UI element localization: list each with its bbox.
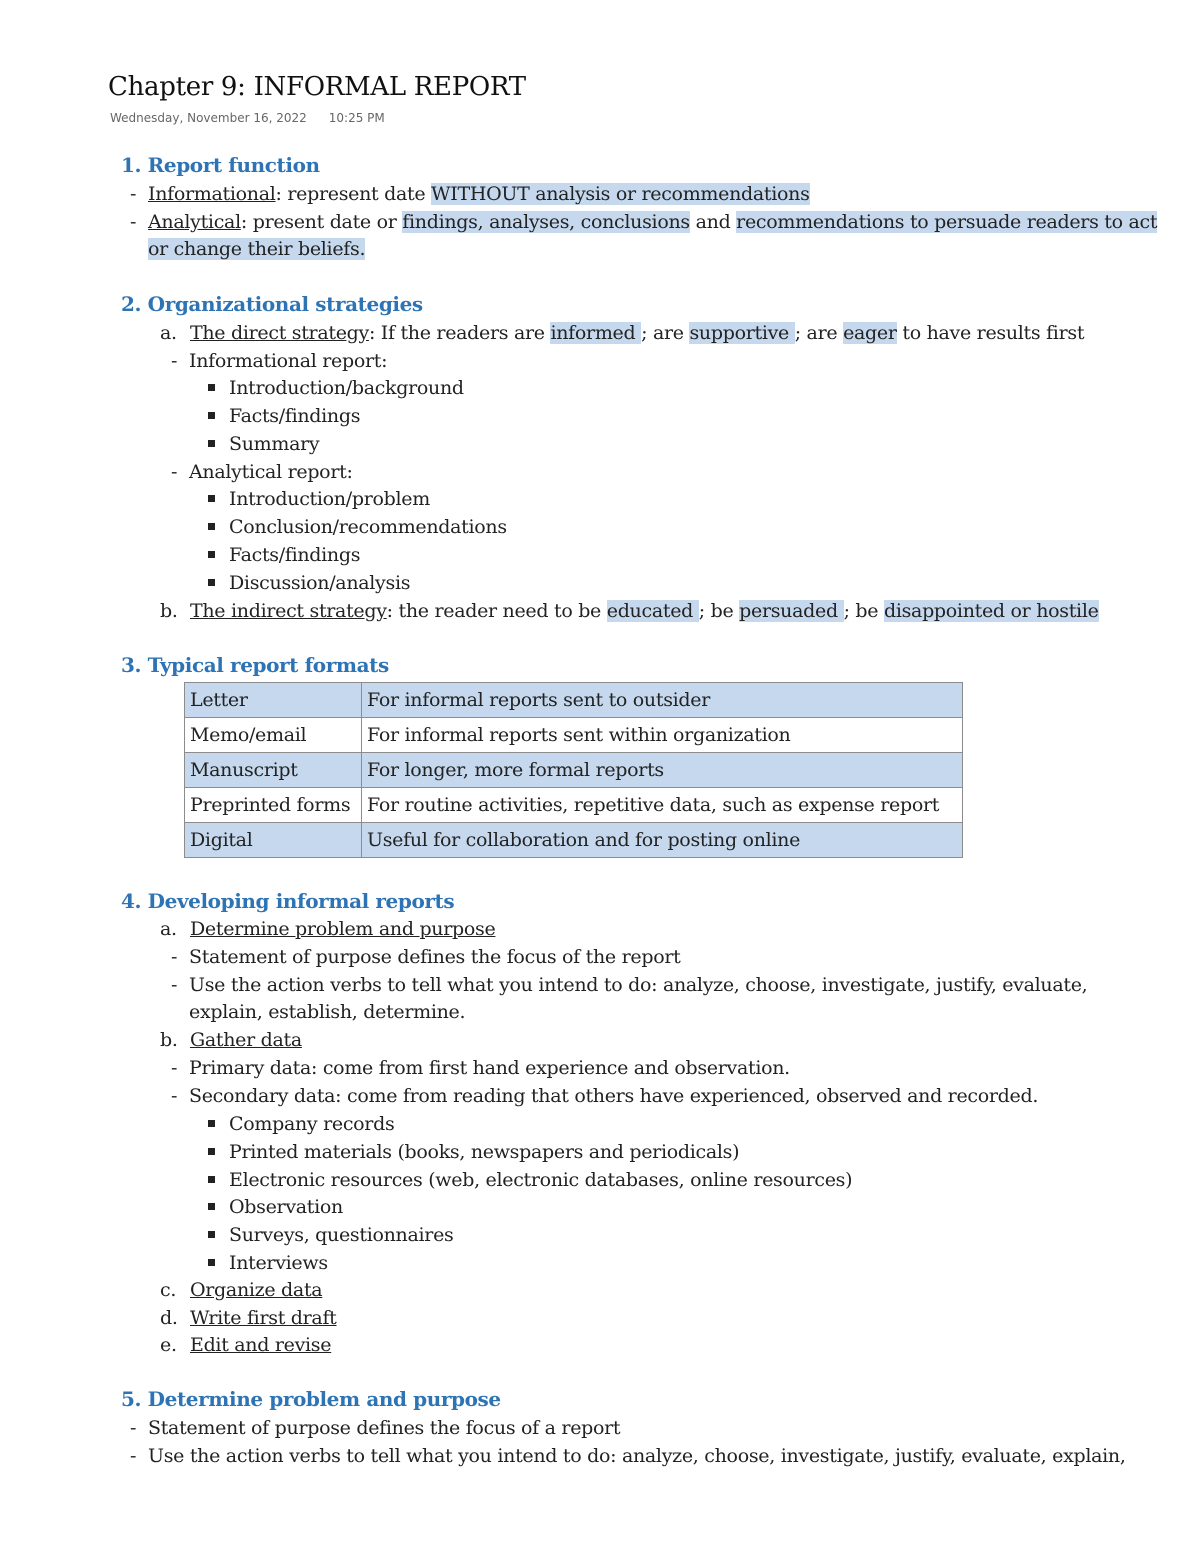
list-item bbox=[171, 1083, 1038, 1109]
list-item bbox=[208, 1250, 328, 1276]
list-item bbox=[208, 375, 464, 401]
term-analytical: Analytical bbox=[148, 211, 241, 233]
list-marker: b. bbox=[160, 1029, 178, 1051]
square-bullet-icon bbox=[208, 1176, 215, 1183]
text: Introduction/problem bbox=[229, 488, 430, 510]
square-bullet-icon bbox=[208, 1148, 215, 1155]
section-2-heading bbox=[121, 291, 423, 317]
table-row bbox=[185, 753, 963, 788]
page-title: Chapter 9: INFORMAL REPORT bbox=[108, 72, 526, 102]
highlight: disappointed or hostile bbox=[883, 600, 1099, 622]
text: Surveys, questionnaires bbox=[229, 1224, 454, 1246]
text: ; be bbox=[843, 600, 884, 622]
section-number: 3. bbox=[121, 653, 142, 677]
list-item bbox=[171, 944, 680, 970]
list-item bbox=[208, 514, 507, 540]
table-cell-desc: For longer, more formal reports bbox=[362, 753, 963, 788]
s4-item-a bbox=[160, 916, 495, 942]
list-item bbox=[208, 1167, 852, 1193]
text: ; are bbox=[794, 322, 844, 344]
list-item bbox=[171, 972, 1087, 998]
list-item bbox=[171, 1055, 790, 1081]
square-bullet-icon bbox=[208, 384, 215, 391]
dash-marker: - bbox=[130, 211, 137, 233]
list-item bbox=[208, 403, 360, 429]
highlight: recommendations to persuade readers to act bbox=[736, 211, 1158, 233]
square-bullet-icon bbox=[208, 1259, 215, 1266]
term-informational: Informational bbox=[148, 183, 276, 205]
highlight: findings, analyses, conclusions bbox=[402, 211, 690, 233]
text: Introduction/background bbox=[229, 377, 464, 399]
section-number: 2. bbox=[121, 292, 142, 316]
text: Informational report: bbox=[189, 350, 388, 372]
text: Use the action verbs to tell what you intend to do: analyze, choose, investigate, justify, evaluate, bbox=[189, 974, 1088, 996]
highlight: persuaded bbox=[739, 600, 844, 622]
table-cell-type: Preprinted forms bbox=[185, 788, 362, 823]
text: Company records bbox=[229, 1113, 395, 1135]
table-cell-desc: For informal reports sent within organization bbox=[362, 718, 963, 753]
term: Determine problem and purpose bbox=[190, 918, 496, 940]
square-bullet-icon bbox=[208, 523, 215, 530]
dash-marker: - bbox=[171, 974, 178, 996]
text: Summary bbox=[229, 433, 320, 455]
s2-analytical-report bbox=[171, 459, 353, 485]
s4-item-e bbox=[160, 1332, 331, 1358]
text: Printed materials (books, newspapers and periodicals) bbox=[229, 1141, 740, 1163]
highlight: informed bbox=[550, 322, 642, 344]
square-bullet-icon bbox=[208, 412, 215, 419]
text: : If the readers are bbox=[368, 322, 551, 344]
list-item bbox=[130, 1415, 620, 1441]
dash-marker: - bbox=[171, 1057, 178, 1079]
table-row bbox=[185, 788, 963, 823]
term: Write first draft bbox=[190, 1307, 337, 1329]
s2-indirect-strategy bbox=[160, 598, 1099, 624]
term: Organize data bbox=[190, 1279, 323, 1301]
text: Facts/findings bbox=[229, 544, 361, 566]
text: Statement of purpose defines the focus of a report bbox=[148, 1417, 621, 1439]
text: ; be bbox=[698, 600, 740, 622]
text: Interviews bbox=[229, 1252, 328, 1274]
section-title: Determine problem and purpose bbox=[147, 1387, 501, 1411]
table-cell-desc: For routine activities, repetitive data, such as expense report bbox=[362, 788, 963, 823]
list-item bbox=[208, 1222, 453, 1248]
list-marker: c. bbox=[160, 1279, 177, 1301]
list-marker: b. bbox=[160, 600, 178, 622]
section-number: 5. bbox=[121, 1387, 142, 1411]
list-item bbox=[130, 1443, 1126, 1469]
text: Facts/findings bbox=[229, 405, 361, 427]
table-cell-type: Letter bbox=[185, 683, 362, 718]
page-timestamp bbox=[110, 111, 385, 125]
section-title: Organizational strategies bbox=[147, 292, 423, 316]
dash-marker: - bbox=[130, 1445, 137, 1467]
list-marker: e. bbox=[160, 1334, 177, 1356]
table-row bbox=[185, 683, 963, 718]
s2-direct-strategy bbox=[160, 320, 1084, 346]
table-cell-type: Memo/email bbox=[185, 718, 362, 753]
text: Statement of purpose defines the focus of the report bbox=[189, 946, 681, 968]
s4-item-d bbox=[160, 1305, 337, 1331]
page-time: 10:25 PM bbox=[328, 111, 385, 125]
square-bullet-icon bbox=[208, 495, 215, 502]
s4-item-c bbox=[160, 1277, 322, 1303]
highlight: educated bbox=[606, 600, 699, 622]
table-cell-type: Manuscript bbox=[185, 753, 362, 788]
section-1-heading bbox=[121, 152, 320, 178]
list-item bbox=[208, 570, 410, 596]
highlight: or change their beliefs. bbox=[148, 238, 366, 260]
square-bullet-icon bbox=[208, 1120, 215, 1127]
term: Gather data bbox=[190, 1029, 302, 1051]
term: Edit and revise bbox=[190, 1334, 332, 1356]
text: : the reader need to be bbox=[386, 600, 607, 622]
square-bullet-icon bbox=[208, 1231, 215, 1238]
section-number: 1. bbox=[121, 153, 142, 177]
text: to have results first bbox=[896, 322, 1085, 344]
dash-marker: - bbox=[130, 183, 137, 205]
text: Primary data: come from first hand experience and observation. bbox=[189, 1057, 790, 1079]
section-title: Typical report formats bbox=[147, 653, 389, 677]
text: Conclusion/recommendations bbox=[229, 516, 507, 538]
list-marker: a. bbox=[160, 322, 177, 344]
list-marker: a. bbox=[160, 918, 177, 940]
section-4-heading bbox=[121, 888, 454, 914]
section-title: Report function bbox=[147, 153, 320, 177]
list-item bbox=[208, 542, 360, 568]
section-number: 4. bbox=[121, 889, 142, 913]
square-bullet-icon bbox=[208, 1203, 215, 1210]
dash-marker: - bbox=[171, 350, 178, 372]
list-item bbox=[208, 1194, 343, 1220]
text: Observation bbox=[229, 1196, 343, 1218]
text: Secondary data: come from reading that others have experienced, observed and recorded. bbox=[189, 1085, 1039, 1107]
dash-marker: - bbox=[171, 946, 178, 968]
section-3-heading bbox=[121, 652, 389, 678]
highlight: eager bbox=[843, 322, 897, 344]
dash-marker: - bbox=[171, 1085, 178, 1107]
dash-marker: - bbox=[171, 461, 178, 483]
s1-line-analytical bbox=[130, 209, 1157, 235]
text: : present date or bbox=[240, 211, 403, 233]
report-formats-table bbox=[184, 682, 963, 858]
list-item bbox=[208, 1139, 739, 1165]
list-marker: d. bbox=[160, 1307, 178, 1329]
list-item-continuation bbox=[189, 999, 465, 1025]
section-5-heading bbox=[121, 1386, 501, 1412]
s4-item-b bbox=[160, 1027, 302, 1053]
text: Use the action verbs to tell what you intend to do: analyze, choose, investigate, justify, evaluate, explain, bbox=[148, 1445, 1126, 1467]
table-cell-desc: For informal reports sent to outsider bbox=[362, 683, 963, 718]
text: and bbox=[689, 211, 737, 233]
text: Analytical report: bbox=[189, 461, 353, 483]
term-indirect-strategy: The indirect strategy bbox=[190, 600, 387, 622]
square-bullet-icon bbox=[208, 579, 215, 586]
text: Discussion/analysis bbox=[229, 572, 411, 594]
text: explain, establish, determine. bbox=[189, 1001, 466, 1023]
text: ; are bbox=[641, 322, 690, 344]
term-direct-strategy: The direct strategy bbox=[190, 322, 369, 344]
square-bullet-icon bbox=[208, 551, 215, 558]
square-bullet-icon bbox=[208, 440, 215, 447]
list-item bbox=[208, 431, 319, 457]
text: : represent date bbox=[275, 183, 432, 205]
table-cell-type: Digital bbox=[185, 823, 362, 858]
list-item bbox=[208, 486, 430, 512]
table-cell-desc: Useful for collaboration and for posting online bbox=[362, 823, 963, 858]
highlight: WITHOUT analysis or recommendations bbox=[431, 183, 810, 205]
list-item bbox=[208, 1111, 394, 1137]
dash-marker: - bbox=[130, 1417, 137, 1439]
s1-line-informational bbox=[130, 181, 810, 207]
text: Electronic resources (web, electronic databases, online resources) bbox=[229, 1169, 853, 1191]
s2-informational-report bbox=[171, 348, 387, 374]
table-row bbox=[185, 823, 963, 858]
table-row bbox=[185, 718, 963, 753]
highlight: supportive bbox=[689, 322, 795, 344]
section-title: Developing informal reports bbox=[147, 889, 455, 913]
s1-line-continuation bbox=[148, 236, 365, 262]
page-date: Wednesday, November 16, 2022 bbox=[110, 111, 307, 125]
